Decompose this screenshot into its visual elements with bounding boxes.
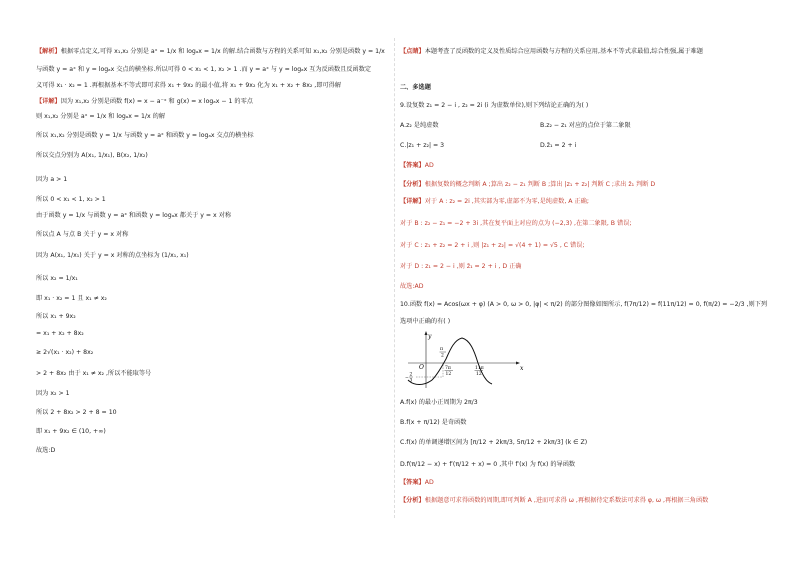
graph-curve (408, 338, 492, 385)
graph-tick-mid-den: 12 (445, 372, 452, 377)
q9-answer: 【答案】AD (400, 162, 434, 169)
graph-tick-top-den: 2 (441, 353, 444, 359)
column-divider (394, 38, 395, 518)
graph-tick-mid-num: 7π (445, 366, 451, 371)
q10-stem-2: 选项中正确的有( ) (400, 318, 451, 325)
q9-stem: 9.设复数 z₁ = 2 − i , z₂ = 2i (i 为虚数单位),则下列结论正确的为( ) (400, 102, 589, 109)
left-line-10: 所以点 A 与点 B 关于 y = x 对称 (36, 231, 129, 238)
graph-x-label: x (520, 365, 524, 372)
q10-option-b: B.f(x + π/12) 是奇函数 (400, 419, 467, 426)
left-line-6: 所以交点分别为 A(x₁, 1/x₁), B(x₂, 1/x₂) (36, 152, 148, 159)
graph-tick-right-num: 11π (475, 366, 484, 371)
left-line-4: 则 x₁,x₂ 分别是 aˣ = 1/x 和 logₐx = 1/x 的解 (36, 113, 166, 120)
q9-detail-3: 对于 D : z₁ = 2 − i ,则 z̄₁ = 2 + i , D 正确 (400, 263, 522, 270)
left-line-3: 【详解】因为 x₁,x₂ 分别是函数 f(x) = x − a⁻ˣ 和 g(x) = x logₐx − 1 的零点 (36, 98, 253, 105)
graph-tick-left-minus: − (405, 375, 409, 381)
graph-tick-right-den: 12 (476, 372, 482, 377)
q9-detail-0: 【详解】对于 A : z₂ = 2i ,其实部为零,虚部不为零,是纯虚数, A 正确; (400, 198, 589, 205)
left-line-18: 因为 x₂ > 1 (36, 390, 70, 397)
left-line-9: 由于函数 y = 1/x 与函数 y = aˣ 和函数 y = logₐx 都关于 y = x 对称 (36, 212, 232, 219)
q9-option-d: D.z̄₁ = 2 + i (540, 142, 577, 149)
q9-option-c: C.|z₁ + z₂| = 3 (400, 142, 445, 149)
left-line-20: 即 x₁ + 9x₂ ∈ (10, +∞) (36, 428, 106, 435)
left-line-2: 义可得 x₁ · x₂ = 1 .再根据基本不等式即可求得 x₁ + 9x₂ 的最小值,将 x₁ + 9x₂ 化为 x₁ + x₂ + 8x₂ ,即可得解 (36, 82, 342, 89)
q9-analysis: 【分析】根据复数的概念判断 A ;算出 z₂ − z₁ 判断 B ;算出 |z₁ + z₂| 判断 C ;求出 z̄₁ 判断 D (400, 181, 656, 188)
graph-tick-left-num: 2 (409, 372, 413, 378)
function-graph (402, 330, 528, 390)
q10-option-c: C.f(x) 的单调递增区间为 [π/12 + 2kπ/3, 5π/12 + 2kπ/3] (k ∈ Z) (400, 439, 588, 446)
section-title: 二、多选题 (400, 84, 431, 91)
left-line-13: 即 x₁ · x₂ = 1 且 x₁ ≠ x₂ (36, 295, 107, 302)
left-line-17: > 2 + 8x₂ 由于 x₁ ≠ x₂ ,所以不能取等号 (36, 370, 152, 377)
left-line-8: 所以 0 < x₁ < 1, x₂ > 1 (36, 196, 106, 203)
left-line-12: 所以 x₂ = 1/x₁ (36, 275, 78, 282)
q10-stem: 10.函数 f(x) = Acos(ωx + φ) (A > 0, ω > 0, |φ| < π/2) 的部分图像如图所示, f(7π/12) = f(11π/12) = 0, f(π/2) = −2/3 ,则下列 (400, 301, 768, 308)
left-line-14: 所以 x₁ + 9x₂ (36, 313, 76, 320)
q10-option-d: D.f(π/12 − x) + f′(π/12 + x) = 0 ,其中 f′(x) 为 f(x) 的导函数 (400, 461, 576, 468)
q9-option-b: B.z₂ − z₁ 对应的点位于第二象限 (540, 122, 631, 129)
left-line-11: 因为 A(x₁, 1/x₁) 关于 y = x 对称的点坐标为 (1/x₁, x₁) (36, 252, 189, 259)
point-note: 【点睛】本题考查了反函数的定义及性质综合应用函数与方程的关系应用,基本不等式求最值,综合性强,属于难题 (400, 48, 703, 55)
q9-detail-1: 对于 B : z₂ − z₁ = −2 + 3i ,其在复平面上对应的点为 (−2,3) ,在第二象限, B 错误; (400, 220, 632, 227)
graph-y-label: y (428, 333, 432, 340)
graph-tick-left-den: 3 (409, 378, 413, 384)
left-line-15: = x₁ + x₂ + 8x₂ (36, 330, 84, 337)
q10-analysis: 【分析】根据题意可求得函数的周期,即可判断 A ,进而可求得 ω ,再根据待定系数法可求得 φ, ω ,再根据三角函数 (400, 497, 709, 504)
q9-detail-4: 故选:AD (400, 283, 424, 290)
left-line-7: 因为 a > 1 (36, 176, 68, 183)
q9-option-a: A.z₂ 是纯虚数 (400, 122, 439, 129)
left-line-16: ≥ 2√(x₁ · x₂) + 8x₂ (36, 349, 94, 356)
left-line-1: 与函数 y = aˣ 和 y = logₐx 交点的横坐标.所以可得 0 < x₁ < 1, x₂ > 1 .而 y = aˣ 与 y = logₐx 互为反函数且反函数定 (36, 66, 372, 73)
q9-detail-2: 对于 C : z₁ + z₂ = 2 + i ,则 |z₁ + z₂| = √(4 + 1) = √5 , C 错误; (400, 242, 585, 249)
left-line-19: 所以 2 + 8x₂ > 2 + 8 = 10 (36, 409, 117, 416)
left-line-21: 故选:D (36, 447, 56, 454)
left-line-0: 【解析】根据零点定义,可得 x₁,x₂ 分别是 aˣ = 1/x 和 logₐx = 1/x 的解.结合函数与方程的关系可知 x₁,x₂ 分别是函数 y = 1/x (36, 48, 385, 55)
q10-answer: 【答案】AD (400, 479, 434, 486)
graph-origin-label: O (419, 364, 424, 371)
q10-option-a: A.f(x) 的最小正周期为 2π/3 (400, 399, 478, 406)
left-line-5: 所以 x₁,x₂ 分别是函数 y = 1/x 与函数 y = aˣ 和函数 y = logₐx 交点的横坐标 (36, 132, 254, 139)
graph-tick-top-num: π (440, 347, 443, 352)
